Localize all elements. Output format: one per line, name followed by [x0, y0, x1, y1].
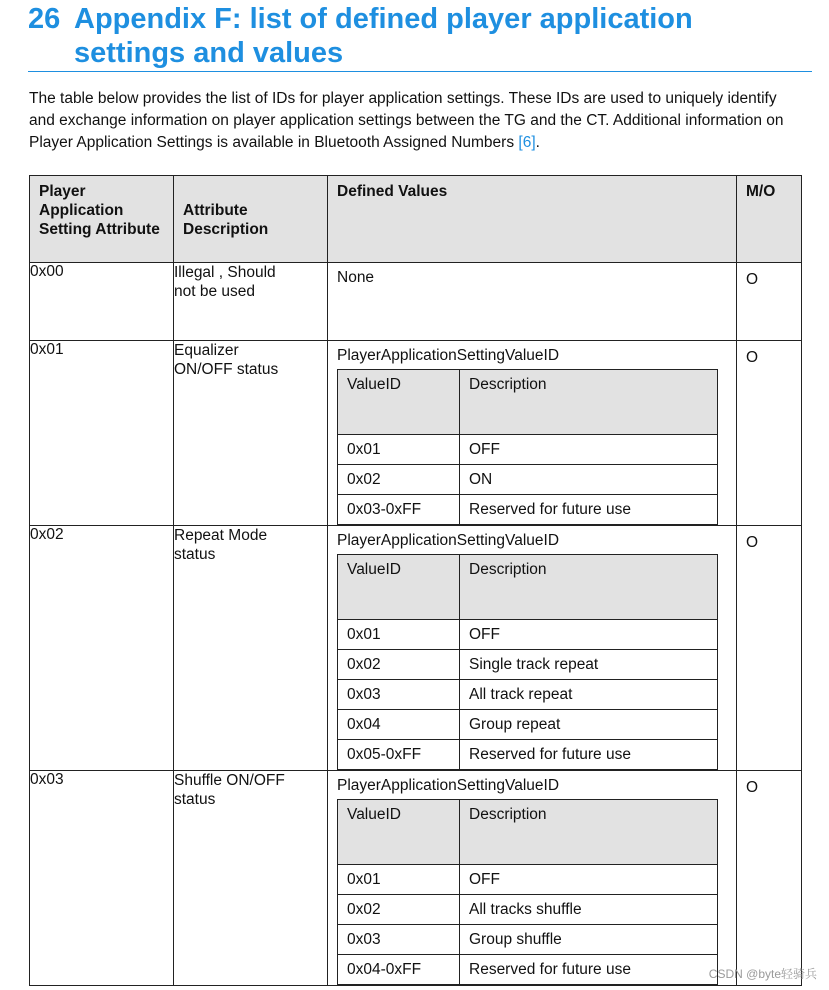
value-table-header-description: Description — [460, 370, 718, 435]
value-id: 0x01 — [338, 435, 460, 465]
mandatory-optional-value: O — [746, 534, 759, 551]
value-description: Group repeat — [460, 710, 718, 740]
value-description: OFF — [460, 620, 718, 650]
mandatory-optional-value: O — [746, 779, 759, 796]
table-row — [30, 341, 802, 526]
attribute-description-text: Repeat Mode status — [174, 527, 268, 563]
header-description: Attribute Description — [174, 176, 328, 263]
value-description: OFF — [460, 865, 718, 895]
value-id: 0x02 — [338, 465, 460, 495]
defined-values — [328, 526, 737, 771]
value-row — [338, 740, 718, 770]
attribute-id: 0x00 — [30, 263, 174, 341]
value-description: Group shuffle — [460, 925, 718, 955]
value-table — [337, 369, 718, 525]
value-description: Single track repeat — [460, 650, 718, 680]
reference-link[interactable]: [6] — [518, 134, 536, 151]
value-row — [338, 925, 718, 955]
value-id: 0x03-0xFF — [338, 495, 460, 525]
mandatory-optional-value: O — [746, 271, 759, 288]
mandatory-optional — [737, 771, 802, 986]
value-row — [338, 865, 718, 895]
value-table — [337, 799, 718, 985]
value-table-header-id: ValueID — [338, 370, 460, 435]
value-description: ON — [460, 465, 718, 495]
value-id: 0x03 — [338, 925, 460, 955]
attribute-description-text: Illegal , Should not be used — [174, 264, 276, 300]
value-row — [338, 710, 718, 740]
value-description: OFF — [460, 435, 718, 465]
value-table-header — [338, 800, 718, 865]
header-values: Defined Values — [328, 176, 737, 263]
mandatory-optional-value: O — [746, 349, 759, 366]
intro-paragraph — [29, 88, 804, 154]
value-description: Reserved for future use — [460, 495, 718, 525]
table-row — [30, 263, 802, 341]
attribute-description — [174, 526, 328, 771]
section-title: Appendix F: list of defined player application settings and values — [74, 3, 693, 69]
header-mo: M/O — [737, 176, 802, 263]
value-row — [338, 895, 718, 925]
value-id: 0x01 — [338, 865, 460, 895]
attribute-id: 0x01 — [30, 341, 174, 526]
attribute-description-text: Shuffle ON/OFF status — [174, 772, 285, 808]
value-table-header — [338, 555, 718, 620]
value-id: 0x02 — [338, 895, 460, 925]
value-row — [338, 495, 718, 525]
heading-divider — [28, 71, 812, 72]
value-id: 0x04 — [338, 710, 460, 740]
value-id: 0x03 — [338, 680, 460, 710]
settings-table — [29, 175, 802, 986]
defined-values-text: None — [337, 269, 375, 286]
table-row — [30, 526, 802, 771]
value-table-header-description: Description — [460, 555, 718, 620]
value-id-label: PlayerApplicationSettingValueID — [337, 347, 560, 364]
value-row — [338, 620, 718, 650]
watermark: CSDN @byte轻骑兵 — [708, 967, 817, 981]
attribute-description — [174, 263, 328, 341]
attribute-description — [174, 341, 328, 526]
value-description: All tracks shuffle — [460, 895, 718, 925]
mandatory-optional — [737, 341, 802, 526]
table-row — [30, 771, 802, 986]
value-description: Reserved for future use — [460, 955, 718, 985]
value-id: 0x02 — [338, 650, 460, 680]
attribute-id: 0x02 — [30, 526, 174, 771]
value-row — [338, 435, 718, 465]
value-id: 0x05-0xFF — [338, 740, 460, 770]
table-body — [30, 263, 802, 986]
attribute-description-text: Equalizer ON/OFF status — [174, 342, 279, 378]
attribute-description — [174, 771, 328, 986]
intro-text: The table below provides the list of IDs for player application settings. These IDs are used to uniquely identify and exchange information on player application settings between the TG and the CT. Additional information on Player Application Settings is available in Bluetooth Assigned Numbers — [29, 90, 784, 151]
mandatory-optional — [737, 526, 802, 771]
value-id: 0x04-0xFF — [338, 955, 460, 985]
defined-values — [328, 341, 737, 526]
value-id-label: PlayerApplicationSettingValueID — [337, 777, 560, 794]
value-row — [338, 955, 718, 985]
value-row — [338, 680, 718, 710]
value-row — [338, 465, 718, 495]
defined-values — [328, 771, 737, 986]
value-row — [338, 650, 718, 680]
value-table-header-id: ValueID — [338, 555, 460, 620]
value-table-header — [338, 370, 718, 435]
value-description: All track repeat — [460, 680, 718, 710]
defined-values — [328, 263, 737, 341]
value-table — [337, 554, 718, 770]
header-attribute: Player Application Setting Attribute — [30, 176, 174, 263]
intro-end: . — [535, 134, 540, 151]
value-table-header-description: Description — [460, 800, 718, 865]
mandatory-optional — [737, 263, 802, 341]
value-id-label: PlayerApplicationSettingValueID — [337, 532, 560, 549]
value-id: 0x01 — [338, 620, 460, 650]
attribute-id: 0x03 — [30, 771, 174, 986]
value-description: Reserved for future use — [460, 740, 718, 770]
value-table-header-id: ValueID — [338, 800, 460, 865]
section-number: 26 — [28, 3, 61, 35]
